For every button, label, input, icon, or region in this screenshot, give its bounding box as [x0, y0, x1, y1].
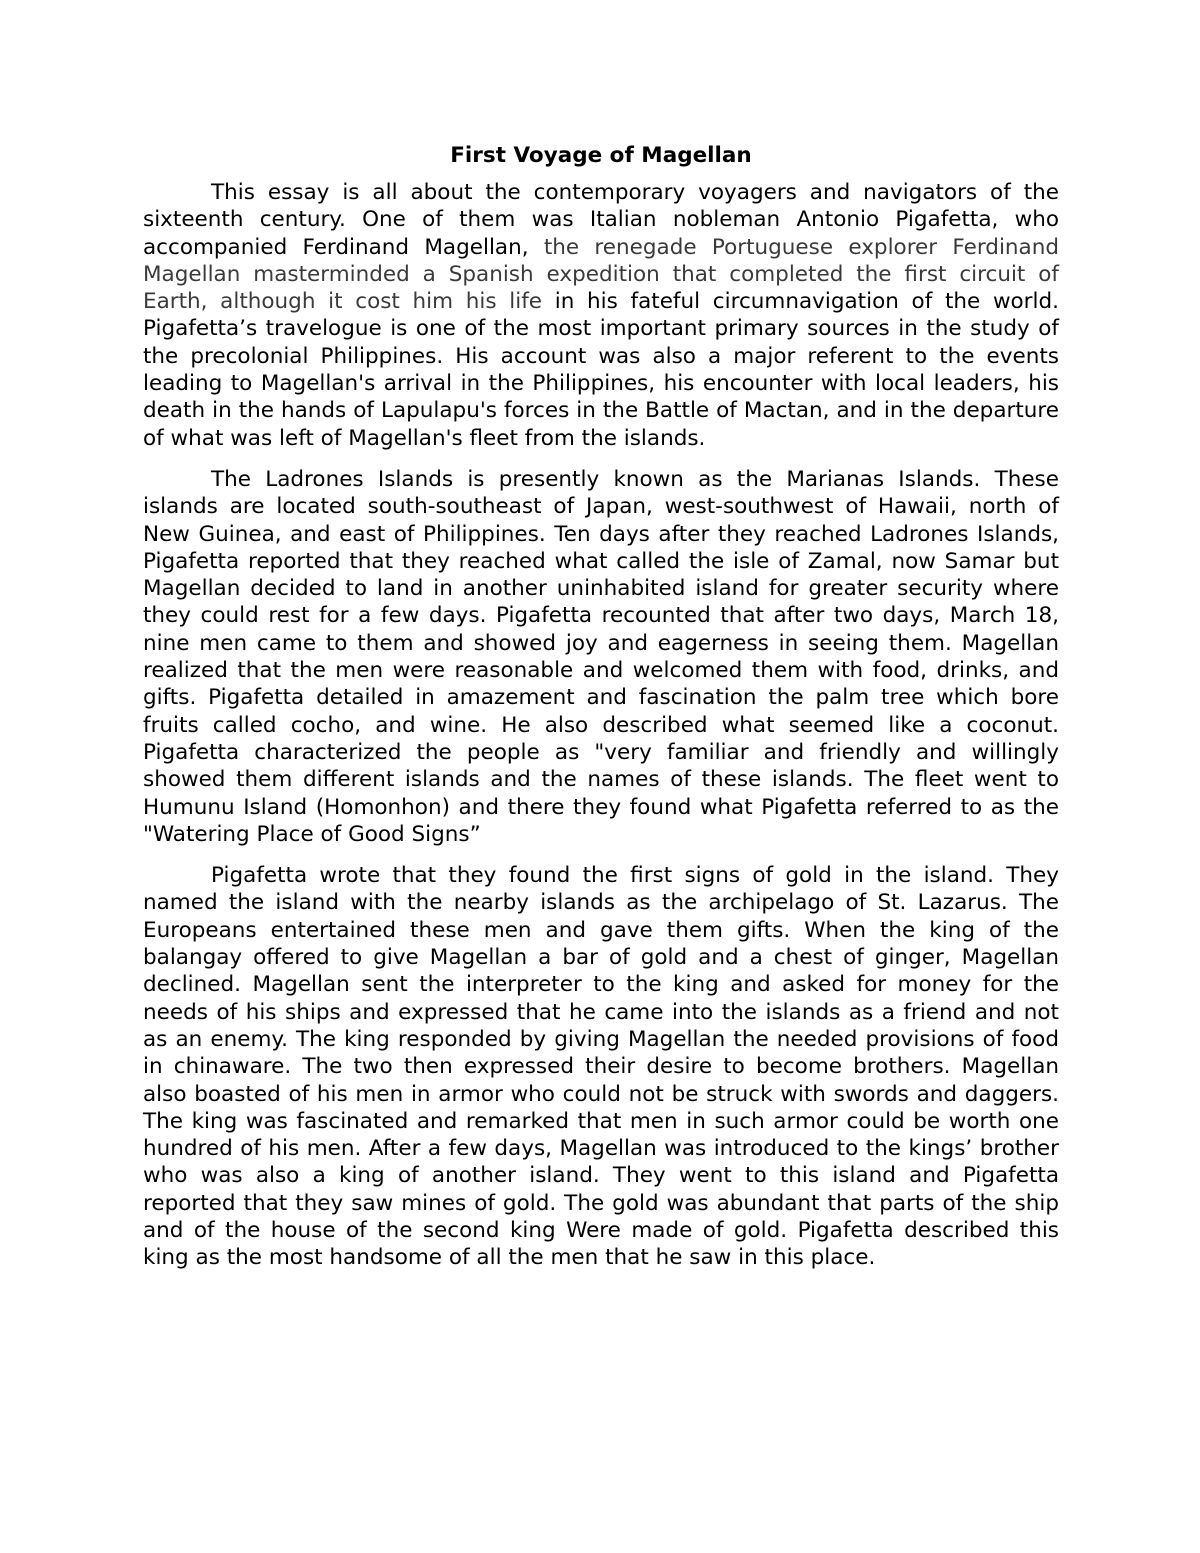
- paragraph-1-text-a: This essay is all about the contemporary voyagers and navigators of the sixteenth century. One of them was Italian nobleman Antonio Pigafetta, who accompanied Ferdinand Magellan,: [143, 180, 1059, 260]
- document-page: [143, 138, 1059, 1286]
- paragraph-3: Pigafetta wrote that they found the first signs of gold in the island. They named the island with the nearby islands as the archipelago of St. Lazarus. The Europeans entertained these men and gave them gifts. When the king of the balangay offered to give Magellan a bar of gold and a chest of ginger, Magellan declined. Magellan sent the interpreter to the king and asked for money for the needs of his ships and expressed that he came into the islands as a friend and not as an enemy. The king responded by giving Magellan the needed provisions of food in chinaware. The two then expressed their desire to become brothers. Magellan also boasted of his men in armor who could not be struck with swords and daggers. The king was fascinated and remarked that men in such armor could be worth one hundred of his men. After a few days, Magellan was introduced to the kings’ brother who was also a king of another island. They went to this island and Pigafetta reported that they saw mines of gold. The gold was abundant that parts of the ship and of the house of the second king Were made of gold. Pigafetta described this king as the most handsome of all the men that he saw in this place.: [143, 863, 1059, 1271]
- document-title: First Voyage of Magellan: [450, 143, 752, 168]
- paragraph-2: The Ladrones Islands is presently known as the Marianas Islands. These islands are located south-southeast of Japan, west-southwest of Hawaii, north of New Guinea, and east of Philippines. Ten days after they reached Ladrones Islands, Pigafetta reported that they reached what called the isle of Zamal, now Samar but Magellan decided to land in another uninhabited island for greater security where they could rest for a few days. Pigafetta recounted that after two days, March 18, nine men came to them and showed joy and eagerness in seeing them. Magellan realized that the men were reasonable and welcomed them with food, drinks, and gifts. Pigafetta detailed in amazement and fascination the palm tree which bore fruits called cocho, and wine. He also described what seemed like a coconut. Pigafetta characterized the people as "very familiar and friendly and willingly showed them different islands and the names of these islands. The fleet went to Humunu Island (Homonhon) and there they found what Pigafetta referred to as the "Watering Place of Good Signs”: [143, 466, 1059, 847]
- paragraph-1-text-c: in his fateful circumnavigation of the world. Pigafetta’s travelogue is one of the most important primary sources in the study of the precolonial Philippines. His account was also a major referent to the events leading to Magellan's arrival in the Philippines, his encounter with local leaders, his death in the hands of Lapulapu's forces in the Battle of Mactan, and in the departure of what was left of Magellan's fleet from the islands.: [143, 289, 1059, 451]
- paragraph-1-quoted-text: the renegade Portuguese explorer Ferdinand Magellan masterminded a Spanish expedition that completed the first circuit of Earth, although it cost him his life: [143, 234, 1059, 315]
- paragraph-1: [143, 179, 1059, 452]
